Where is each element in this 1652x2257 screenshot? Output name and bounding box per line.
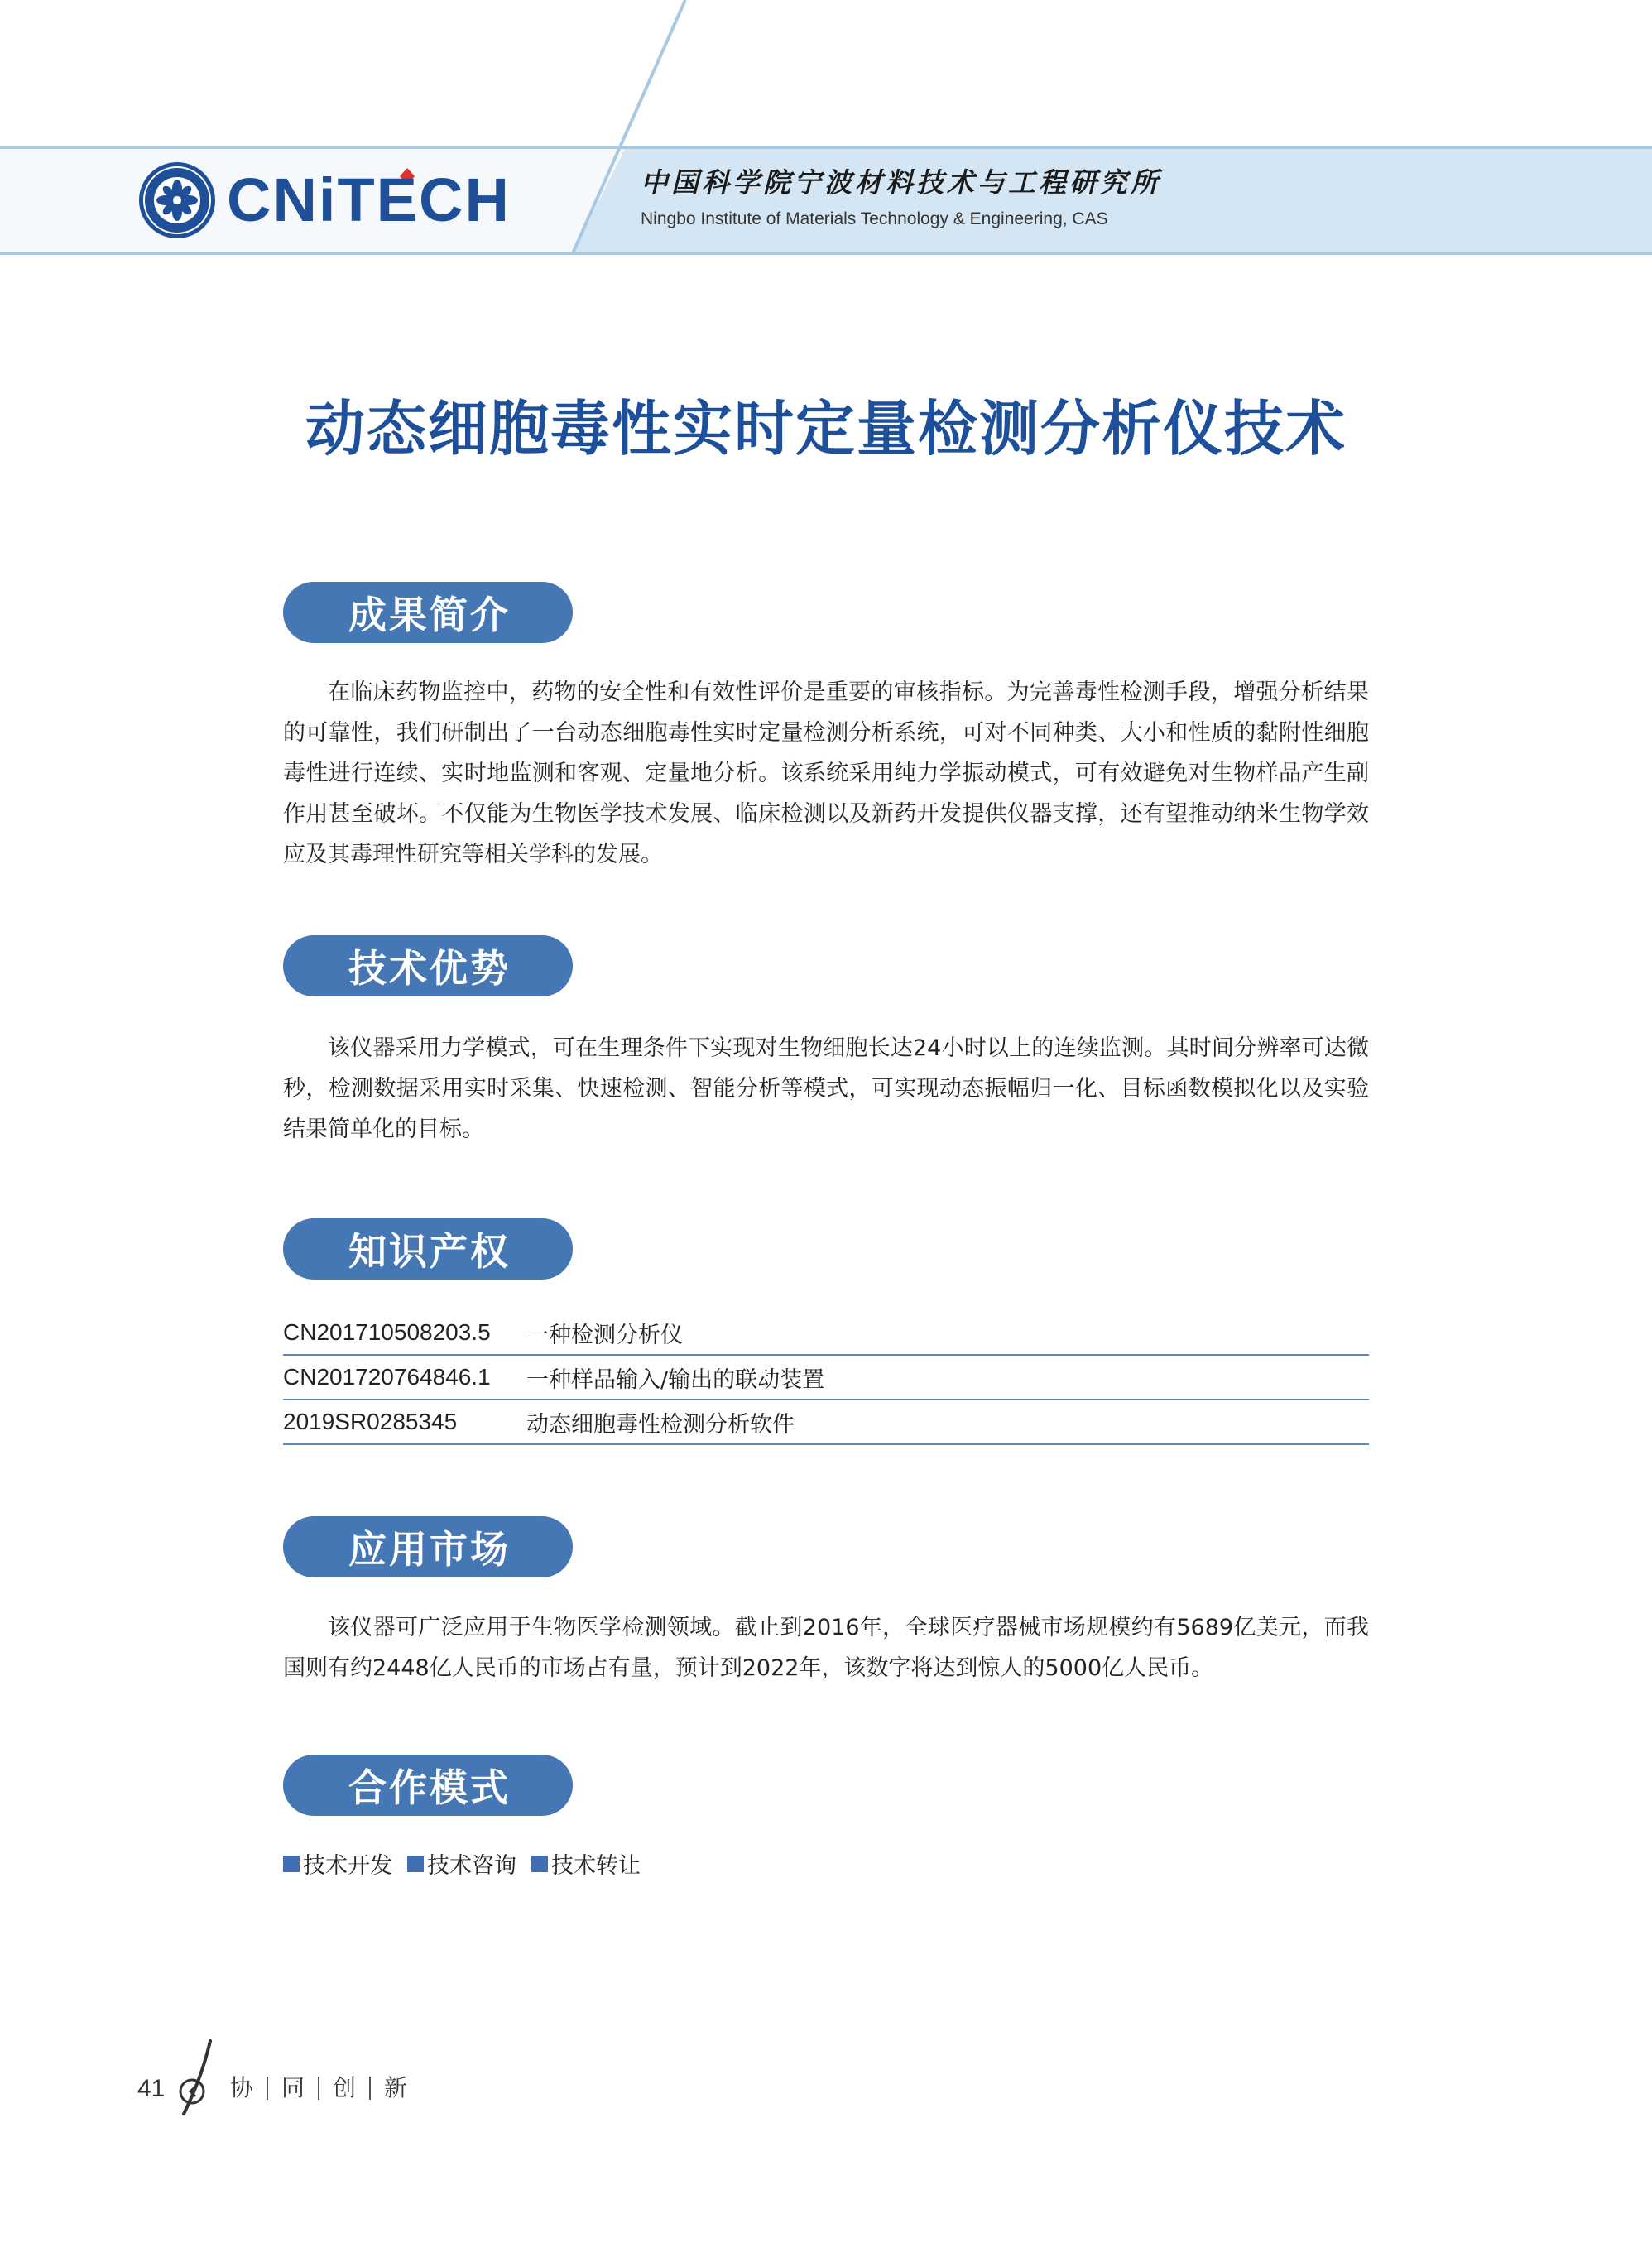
- slogan-char: 创: [333, 2074, 357, 2101]
- section-heading-intro: 成果简介: [283, 582, 573, 643]
- patent-number: 2019SR0285345: [283, 1409, 458, 1434]
- logo-text: CNiTECH: [227, 166, 511, 234]
- section-heading-market: 应用市场: [283, 1516, 573, 1577]
- table-row: [283, 1311, 1369, 1356]
- market-paragraph: [283, 1607, 1369, 1688]
- footer-swoosh-icon: [172, 2038, 219, 2117]
- advantage-text: 该仪器采用力学模式，可在生理条件下实现对生物细胞长达24小时以上的连续监测。其时间分辨率可达微秒，检测数据采用实时采集、快速检测、智能分析等模式，可实现动态振幅归一化、目标函数模拟化以及实验结果简单化的目标。: [283, 1035, 1369, 1142]
- institute-name-en: Ningbo Institute of Materials Technology & Engineering, CAS: [641, 209, 1108, 228]
- mode-label: 技术咨询: [427, 1853, 516, 1879]
- table-row: [283, 1400, 1369, 1445]
- institute-name-cn: 中国科学院宁波材料技术与工程研究所: [641, 166, 1161, 199]
- patent-name: 一种样品输入/输出的联动装置: [526, 1366, 825, 1393]
- square-bullet-icon: [283, 1856, 300, 1872]
- table-row: [283, 1356, 1369, 1400]
- section-heading-ip: 知识产权: [283, 1218, 573, 1280]
- mode-item: [283, 1847, 392, 1880]
- slogan-char: 新: [384, 2074, 408, 2101]
- page-number: 41: [137, 2075, 166, 2102]
- slogan-divider: [369, 2077, 371, 2100]
- intro-text: 在临床药物监控中，药物的安全性和有效性评价是重要的审核指标。为完善毒性检测手段，增强分析结果的可靠性，我们研制出了一台动态细胞毒性实时定量检测分析系统，可对不同种类、大小和性质的黏附性细胞毒性进行连续、实时地监测和客观、定量地分析。该系统采用纯力学振动模式，可有效避免对生物样品产生副作用甚至破坏。不仅能为生物医学技术发展、临床检测以及新药开发提供仪器支撑，还有望推动纳米生物学效应及其毒理性研究等相关学科的发展。: [283, 680, 1369, 867]
- section-heading-advantage: 技术优势: [283, 935, 573, 996]
- patent-number: CN201720764846.1: [283, 1364, 491, 1390]
- slogan-divider: [267, 2077, 268, 2100]
- slogan-divider: [318, 2077, 319, 2100]
- mode-label: 技术开发: [303, 1853, 392, 1879]
- mode-item: [531, 1847, 641, 1880]
- footer-slogan: [230, 2074, 408, 2101]
- cooperation-modes: [283, 1847, 641, 1880]
- advantage-paragraph: [283, 1028, 1369, 1150]
- slogan-char: 同: [281, 2074, 305, 2101]
- ip-table: [283, 1311, 1369, 1445]
- square-bullet-icon: [531, 1856, 548, 1872]
- cas-emblem-icon: [139, 162, 215, 238]
- patent-name: 动态细胞毒性检测分析软件: [526, 1411, 795, 1438]
- intro-paragraph: [283, 672, 1369, 875]
- mode-label: 技术转让: [551, 1853, 641, 1879]
- market-text: 该仪器可广泛应用于生物医学检测领域。截止到2016年，全球医疗器械市场规模约有5689亿美元，而我国则有约2448亿人民币的市场占有量，预计到2022年，该数字将达到惊人的5000亿人民币。: [283, 1615, 1369, 1681]
- mode-item: [407, 1847, 516, 1880]
- section-heading-cooperation: 合作模式: [283, 1755, 573, 1816]
- page-title: 动态细胞毒性实时定量检测分析仪技术: [305, 394, 1347, 463]
- patent-name: 一种检测分析仪: [526, 1322, 683, 1348]
- square-bullet-icon: [407, 1856, 424, 1872]
- patent-number: CN201710508203.5: [283, 1319, 491, 1345]
- slogan-char: 协: [230, 2074, 254, 2101]
